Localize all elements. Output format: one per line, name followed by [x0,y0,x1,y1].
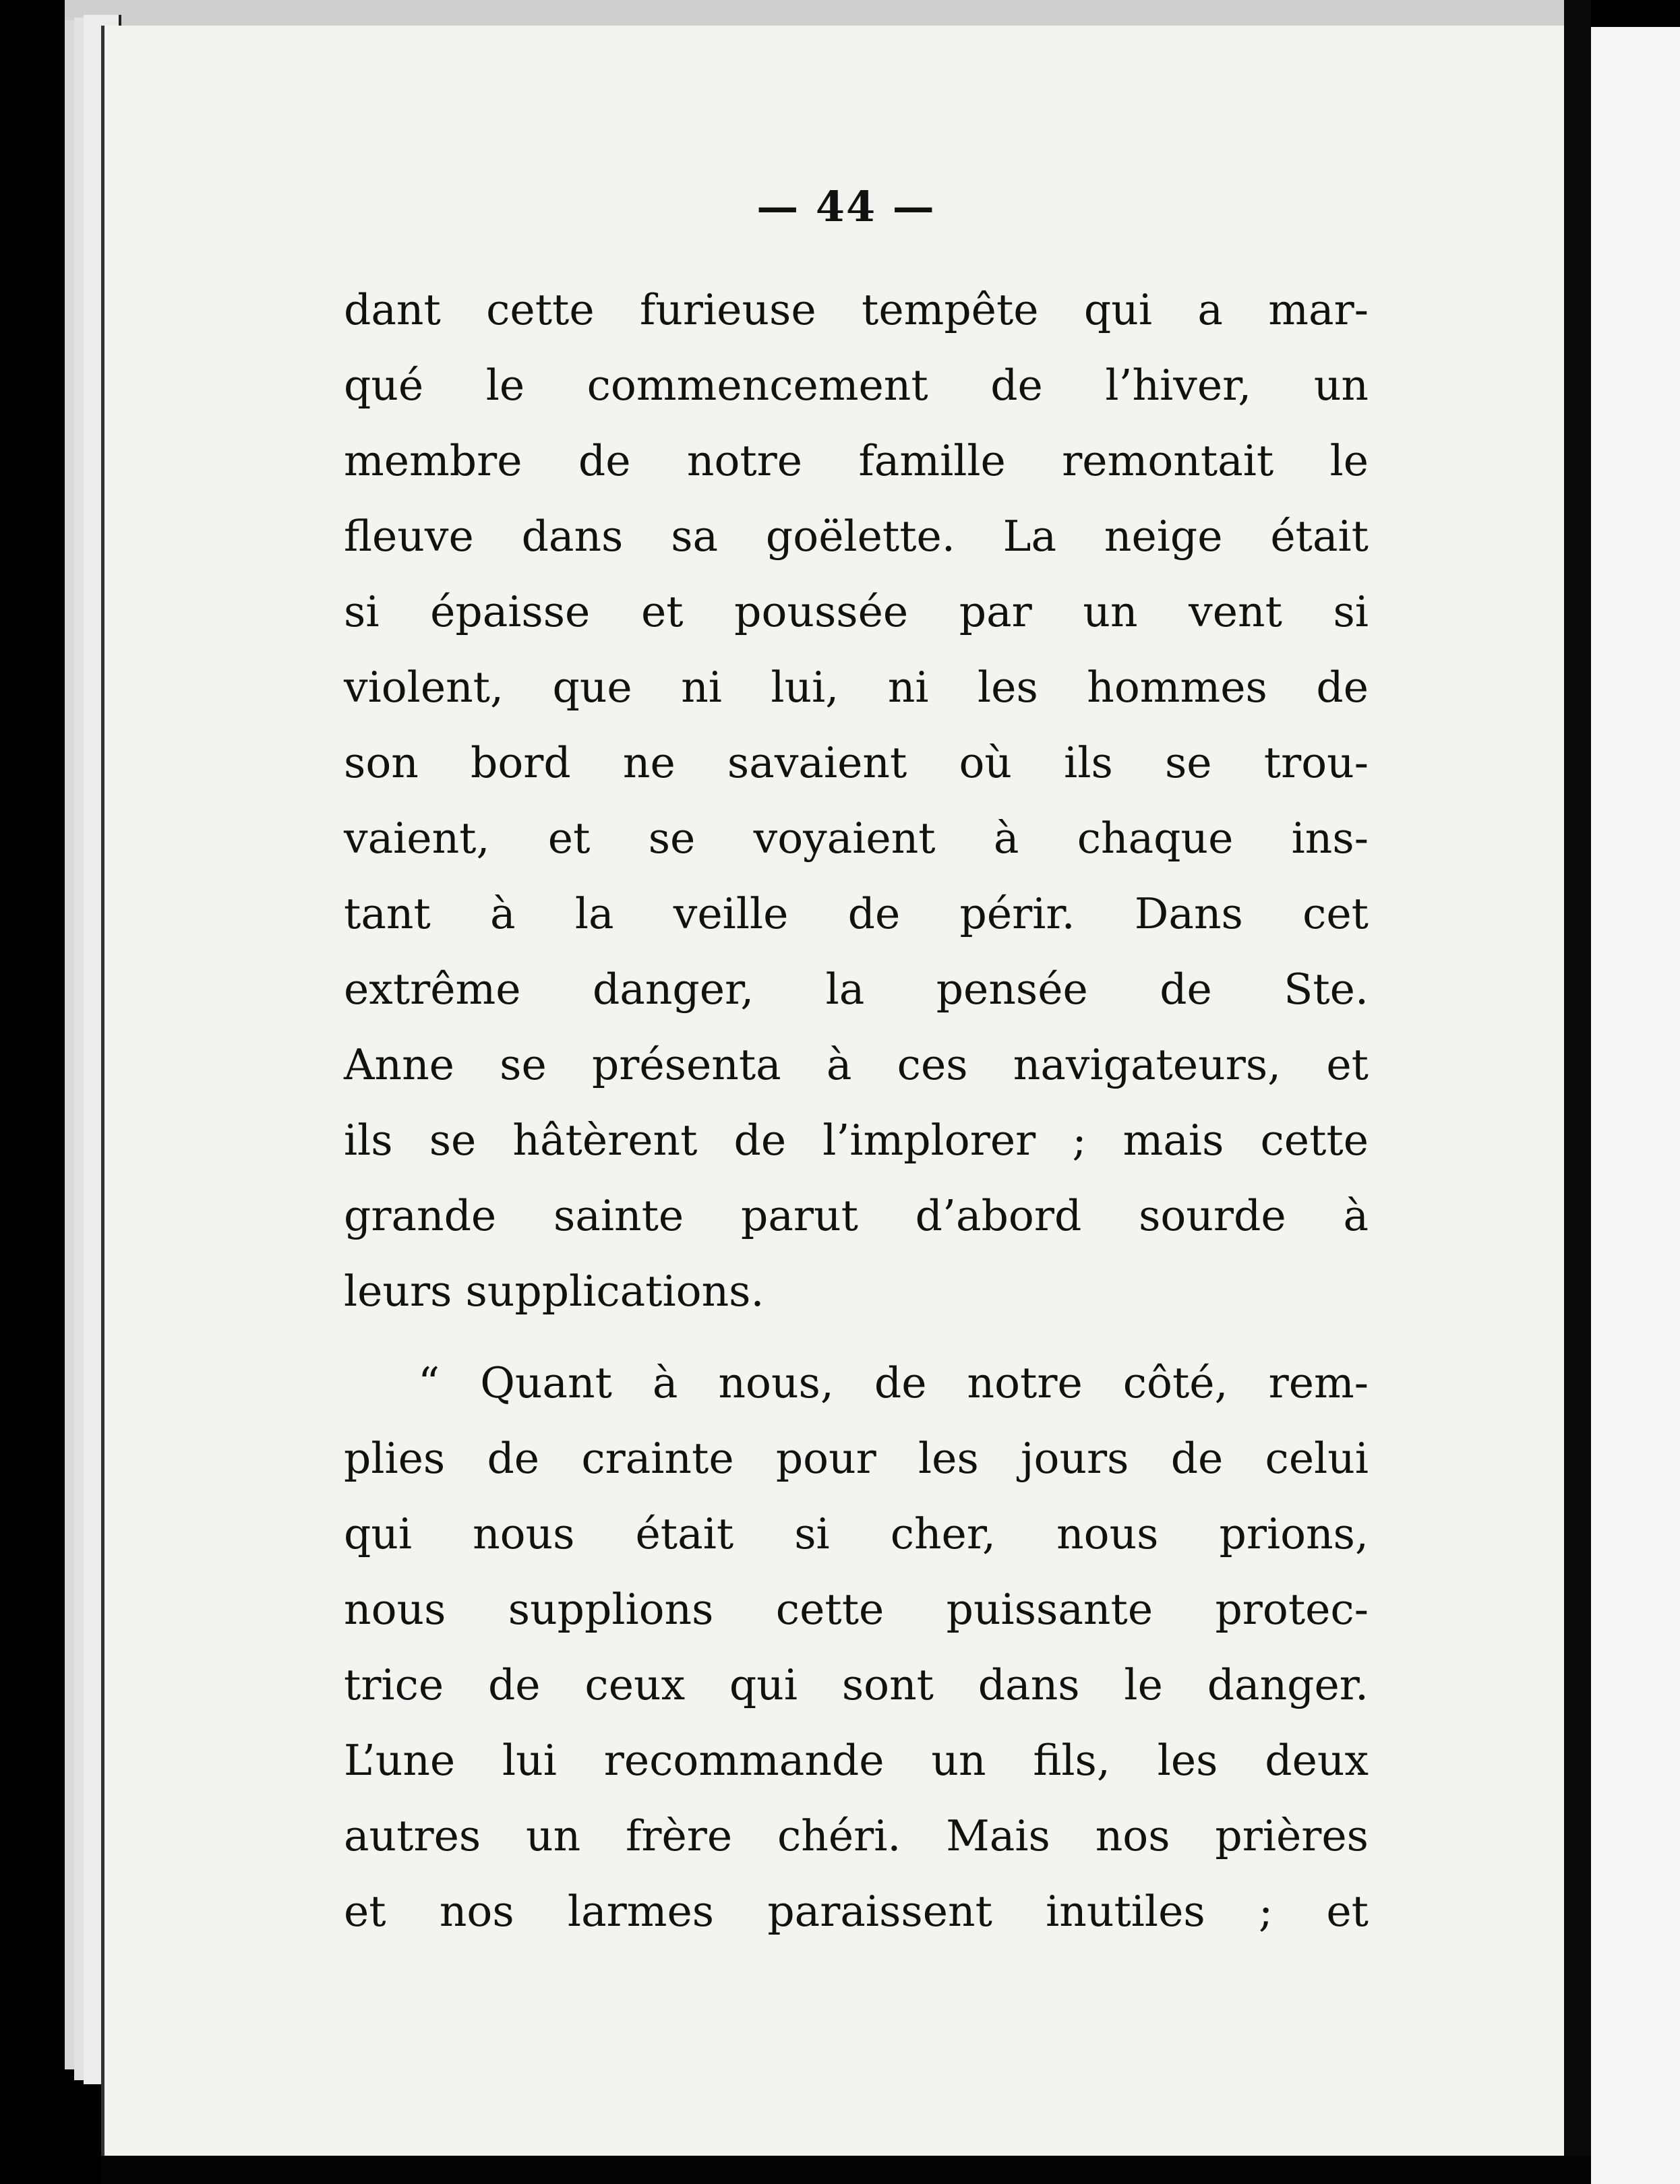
text-line: qué le commencement de l’hiver, un [344,361,1369,410]
text-line: et nos larmes paraissent inutiles ; et [344,1887,1369,1936]
text-line: plies de crainte pour les jours de celui [344,1434,1369,1483]
text-line: “ Quant à nous, de notre côté, rem- [418,1358,1369,1407]
text-line: qui nous était si cher, nous prions, [344,1509,1369,1558]
gutter-shadow [1564,0,1591,2184]
bottom-shadow [101,2156,1591,2184]
text-line: violent, que ni lui, ni les hommes de [344,663,1369,712]
text-line: grande sainte parut d’abord sourde à [344,1191,1369,1240]
adjacent-page-sliver [1591,27,1680,2184]
text-line: son bord ne savaient où ils se trou- [344,738,1369,787]
text-line: leurs supplications. [344,1267,764,1316]
text-line: tant à la veille de périr. Dans cet [344,889,1369,938]
text-line: autres un frère chéri. Mais nos prières [344,1811,1369,1860]
text-line: nous supplions cette puissante protec- [344,1585,1369,1634]
text-line: trice de ceux qui sont dans le danger. [344,1660,1369,1709]
text-line: vaient, et se voyaient à chaque ins- [344,814,1369,863]
text-line: ils se hâtèrent de l’implorer ; mais cette [344,1116,1369,1165]
text-line: extrême danger, la pensée de Ste. [344,965,1369,1014]
text-line: membre de notre famille remontait le [344,436,1369,485]
text-line: dant cette furieuse tempête qui a mar- [344,285,1369,334]
text-line: Anne se présenta à ces navigateurs, et [344,1040,1369,1089]
text-line: fleuve dans sa goëlette. La neige était [344,512,1369,561]
text-line: L’une lui recommande un fils, les deux [344,1736,1369,1785]
page-number: — 44 — [756,182,936,231]
text-line: si épaisse et poussée par un vent si [344,587,1369,636]
